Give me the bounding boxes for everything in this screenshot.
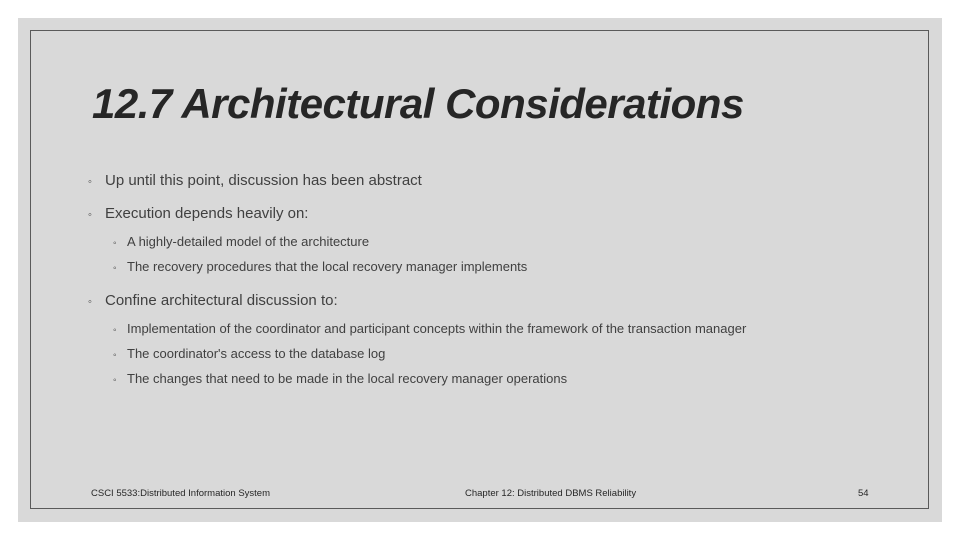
sub-bullet-marker-icon: ◦: [113, 325, 117, 336]
sub-bullet-item: [113, 255, 888, 280]
bullet-text: Execution depends heavily on:: [105, 205, 309, 222]
slide-title: 12.7 Architectural Considerations: [92, 80, 744, 127]
footer-chapter: Chapter 12: Distributed DBMS Reliability: [465, 488, 637, 499]
bullet-list: [88, 170, 888, 392]
sub-bullet-item: [113, 230, 888, 255]
sub-bullet-marker-icon: ◦: [113, 375, 117, 386]
sub-bullet-marker-icon: ◦: [113, 350, 117, 361]
sub-bullet-item: [113, 317, 888, 342]
footer-course: CSCI 5533:Distributed Information System: [91, 488, 270, 499]
bullet-marker-icon: ◦: [88, 176, 92, 188]
sub-bullet-marker-icon: ◦: [113, 263, 117, 274]
bullet-item: [88, 170, 888, 193]
bullet-text: Up until this point, discussion has been abstract: [105, 172, 422, 189]
sub-bullet-list: [88, 317, 888, 392]
sub-bullet-text: The coordinator's access to the database log: [127, 346, 386, 361]
footer-page-number: 54: [858, 488, 869, 499]
sub-bullet-text: A highly-detailed model of the architecture: [127, 234, 370, 249]
bullet-marker-icon: ◦: [88, 209, 92, 221]
sub-bullet-list: [88, 230, 888, 280]
bullet-text: Confine architectural discussion to:: [105, 292, 338, 309]
sub-bullet-text: Implementation of the coordinator and participant concepts within the framework of the transaction manager: [127, 321, 747, 336]
bullet-item: [88, 290, 888, 392]
bullet-item: [88, 203, 888, 280]
sub-bullet-item: [113, 342, 888, 367]
bullet-marker-icon: ◦: [88, 296, 92, 308]
sub-bullet-item: [113, 367, 888, 392]
sub-bullet-text: The changes that need to be made in the local recovery manager operations: [127, 371, 568, 386]
sub-bullet-marker-icon: ◦: [113, 238, 117, 249]
sub-bullet-text: The recovery procedures that the local recovery manager implements: [127, 259, 528, 274]
